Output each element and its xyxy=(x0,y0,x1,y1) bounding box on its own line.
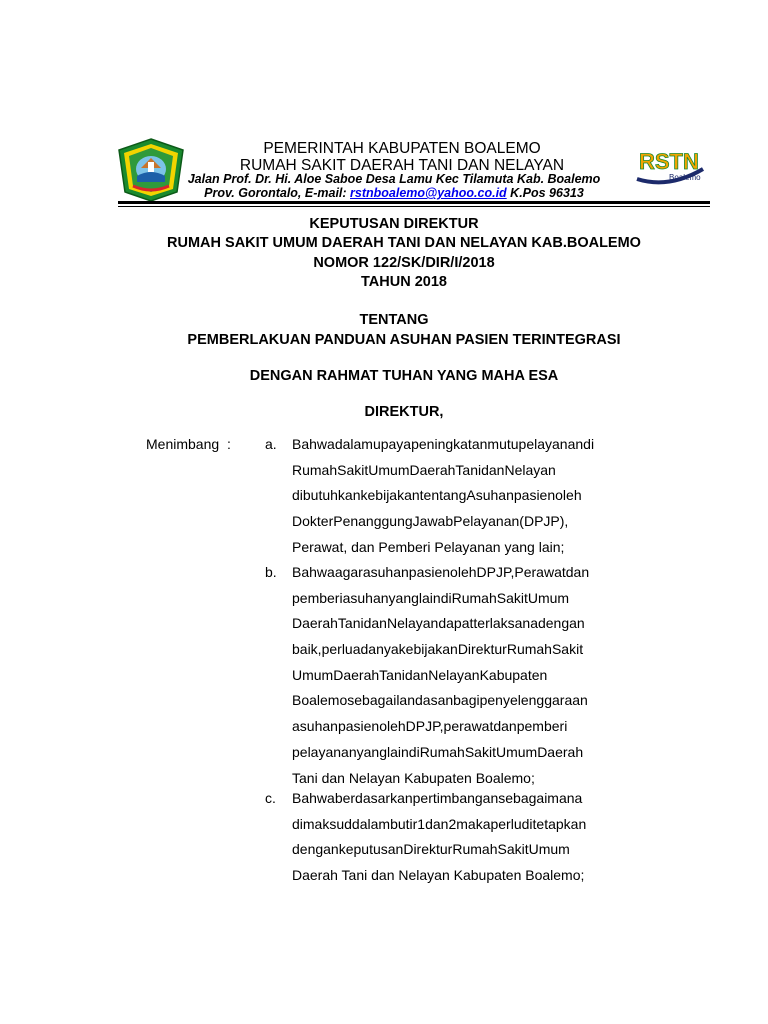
postal-code: K.Pos 96313 xyxy=(506,186,584,200)
decree-number: NOMOR 122/SK/DIR/I/2018 xyxy=(313,255,495,271)
item-c-line: dimaksuddalambutir1dan2makaperluditetapkan xyxy=(292,815,587,832)
item-c-line: Daerah Tani dan Nelayan Kabupaten Boalemo; xyxy=(292,867,585,884)
menimbang-colon: : xyxy=(226,436,231,452)
item-c-line: dengankeputusanDirekturRumahSakitUmum xyxy=(292,841,570,858)
director-heading: DIREKTUR, xyxy=(364,404,444,420)
about-heading: TENTANG xyxy=(359,312,429,328)
item-a-line: RumahSakitUmumDaerahTanidanNelayan xyxy=(292,461,556,478)
consideration-item-a xyxy=(292,432,658,560)
item-b-line: DaerahTanidanNelayandapatterlaksanadengan xyxy=(292,615,585,632)
item-c-line: Bahwaberdasarkanpertimbangansebagaimana xyxy=(292,790,583,806)
decree-year: TAHUN 2018 xyxy=(361,274,447,290)
item-marker-c: c. xyxy=(265,790,276,806)
item-a-line: DokterPenanggungJawabPelayanan(DPJP), xyxy=(292,513,569,530)
consideration-item-b xyxy=(292,560,658,791)
item-marker-b: b. xyxy=(265,564,277,580)
item-b-line: pemberiasuhanyanglaindiRumahSakitUmum xyxy=(292,589,570,606)
email-link[interactable]: rstnboalemo@yahoo.co.id xyxy=(350,186,507,200)
item-b-line: baik,perluadanyakebijakanDirekturRumahSakit xyxy=(292,641,584,658)
item-b-line: BahwaagarasuhanpasienolehDPJP,Perawatdan xyxy=(292,564,590,580)
item-b-line: Boalemosebagailandasanbagipenyelenggaraan xyxy=(292,692,588,709)
rstn-hospital-logo-icon xyxy=(619,135,707,197)
letterhead-divider-thin xyxy=(118,206,710,207)
blessing-line: DENGAN RAHMAT TUHAN YANG MAHA ESA xyxy=(249,368,559,384)
item-a-line: dibutuhkankebijakantentangAsuhanpasienoleh xyxy=(292,487,582,504)
item-b-line: asuhanpasienolehDPJP,perawatdanpemberi xyxy=(292,718,568,735)
letterhead-divider-thick xyxy=(118,201,710,204)
item-a-line: Perawat, dan Pemberi Pelayanan yang lain; xyxy=(292,538,565,555)
decree-title: KEPUTUSAN DIREKTUR xyxy=(309,216,479,232)
menimbang-label-text: Menimbang xyxy=(146,436,220,452)
menimbang-label xyxy=(146,436,231,452)
contact-prefix: Prov. Gorontalo, E-mail: xyxy=(204,186,351,200)
decree-subject: PEMBERLAKUAN PANDUAN ASUHAN PASIEN TERINTEGRASI xyxy=(187,332,621,348)
consideration-item-c xyxy=(292,786,658,889)
item-b-line: pelayananyanglaindiRumahSakitUmumDaerah xyxy=(292,743,584,760)
item-b-line: UmumDaerahTanidanNelayanKabupaten xyxy=(292,666,548,683)
letterhead-address-line: Jalan Prof. Dr. Hi. Aloe Saboe Desa Lamu Kec Tilamuta Kab. Boalemo xyxy=(187,172,601,186)
item-a-line: Bahwadalamupayapeningkatanmutupelayanandi xyxy=(292,436,595,452)
logo-boalemo-text: Boalemo xyxy=(669,173,701,182)
item-marker-a: a. xyxy=(265,436,277,452)
letterhead-government-line: PEMERINTAH KABUPATEN BOALEMO xyxy=(263,140,541,157)
logo-rstn-text: RSTN xyxy=(639,149,699,174)
decree-issuer: RUMAH SAKIT UMUM DAERAH TANI DAN NELAYAN KAB.BOALEMO xyxy=(167,235,641,251)
item-b-line: Tani dan Nelayan Kabupaten Boalemo; xyxy=(292,769,535,786)
letterhead-hospital-line: RUMAH SAKIT DAERAH TANI DAN NELAYAN xyxy=(239,157,565,174)
